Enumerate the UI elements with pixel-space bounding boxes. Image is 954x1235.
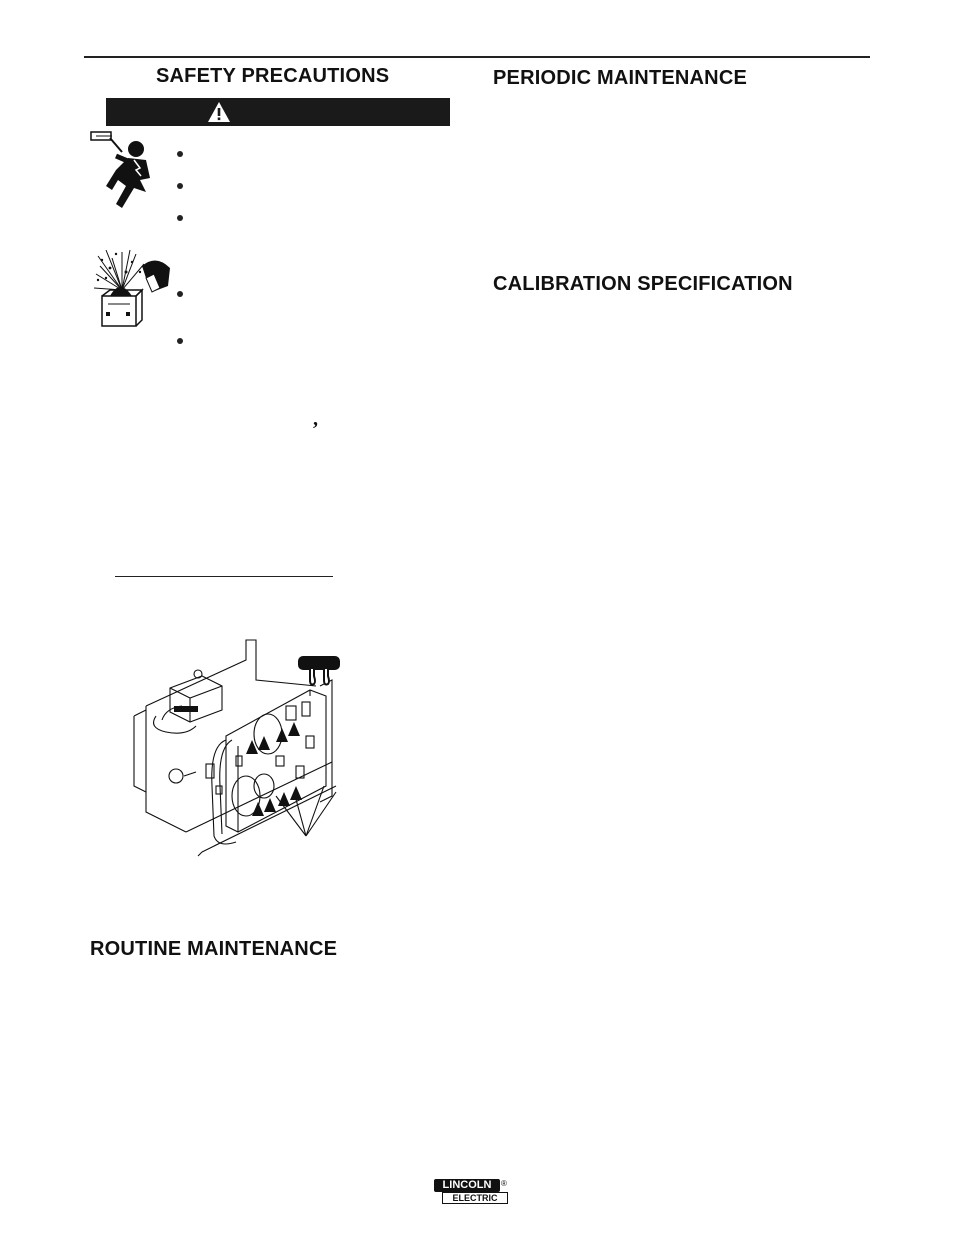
explosion-fire-icon xyxy=(92,248,178,332)
electric-shock-icon xyxy=(88,130,160,216)
calibration-specification-heading: CALIBRATION SPECIFICATION xyxy=(493,273,793,295)
top-rule xyxy=(84,56,870,58)
warning-banner xyxy=(106,98,450,126)
safety-precautions-heading: SAFETY PRECAUTIONS xyxy=(156,65,390,87)
bullet-3 xyxy=(177,215,183,221)
bullet-1 xyxy=(177,151,183,157)
logo-registered-mark: ® xyxy=(501,1179,507,1188)
logo-line-2: ELECTRIC xyxy=(442,1192,508,1204)
routine-maintenance-heading: ROUTINE MAINTENANCE xyxy=(90,938,338,960)
bullet-4 xyxy=(177,291,183,297)
warning-triangle-icon xyxy=(207,101,231,123)
lincoln-electric-logo xyxy=(434,1179,510,1205)
logo-line-1: LINCOLN xyxy=(434,1179,500,1192)
stray-comma: , xyxy=(313,408,318,430)
section-underline xyxy=(115,576,333,577)
bullet-2 xyxy=(177,183,183,189)
test-leads-icon xyxy=(296,654,342,688)
bullet-5 xyxy=(177,338,183,344)
periodic-maintenance-heading: PERIODIC MAINTENANCE xyxy=(493,67,748,89)
